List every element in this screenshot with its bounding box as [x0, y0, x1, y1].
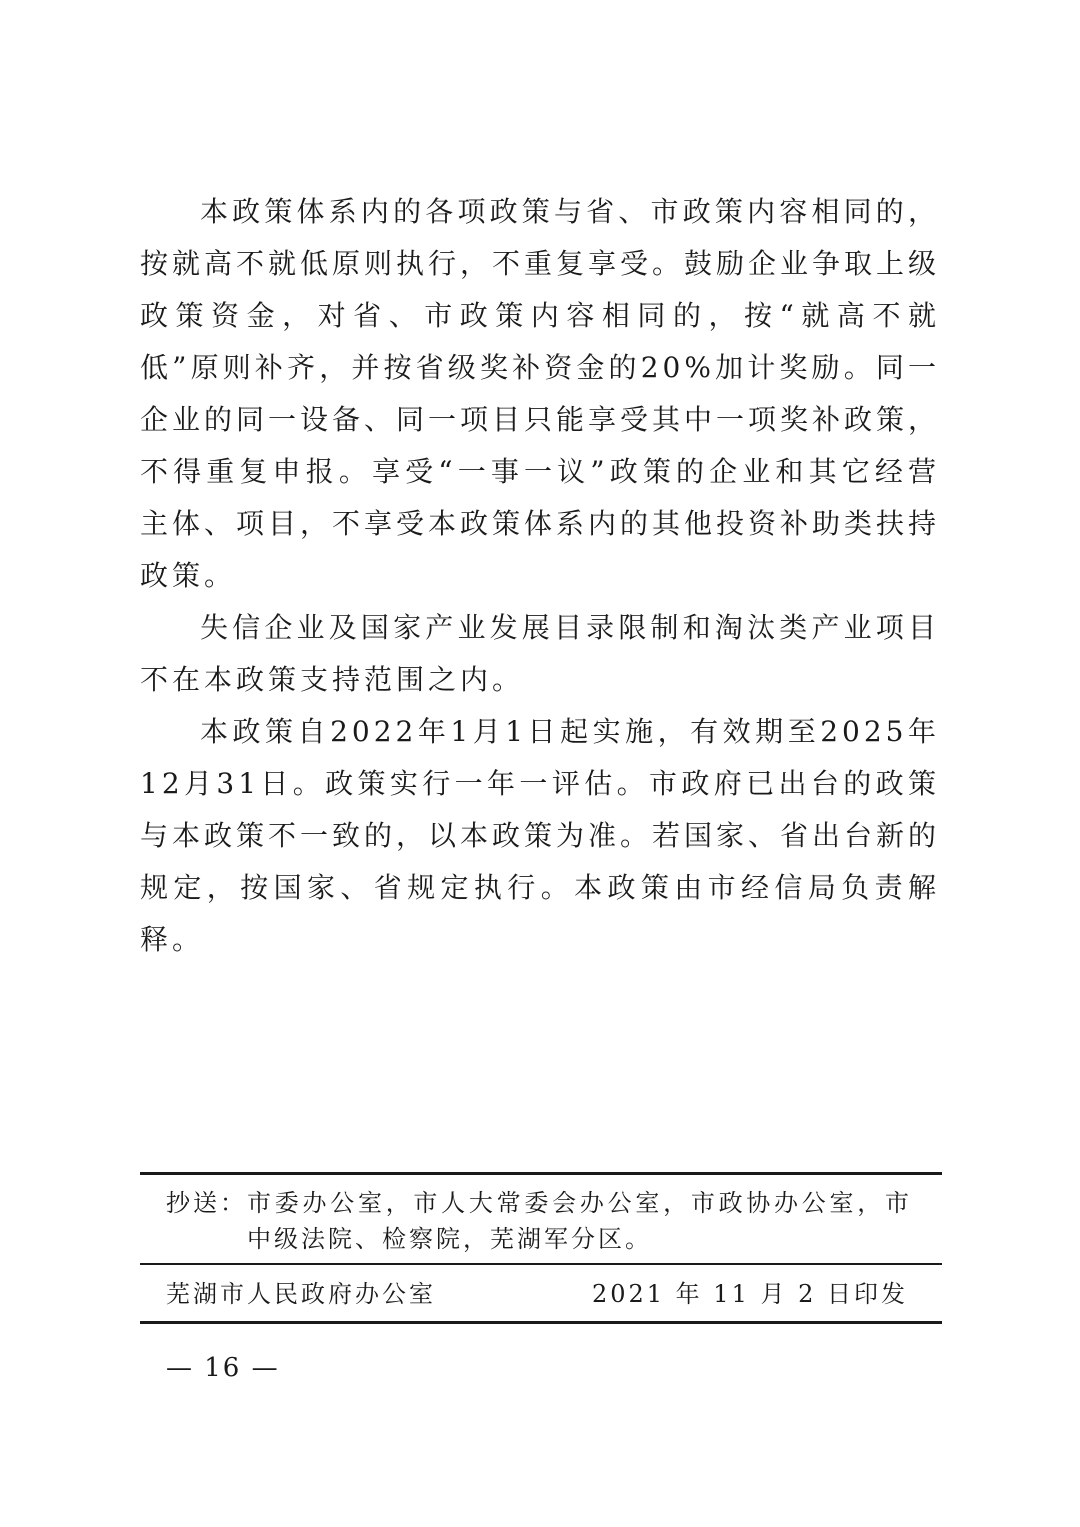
cc-list — [140, 1175, 942, 1263]
cc-recipients: 市委办公室，市人大常委会办公室，市政协办公室，市中级法院、检察院，芜湖军分区。 — [247, 1189, 912, 1253]
paragraph-effective-period: 本政策自2022年1月1日起实施，有效期至2025年12月31日。政策实行一年一评估。市政府已出台的政策与本政策不一致的，以本政策为准。若国家、省出台新的规定，按国家、省规定执行。本政策由市经信局负责解释。 — [140, 715, 941, 956]
issuer-row — [140, 1265, 942, 1321]
cc-label: 抄送： — [166, 1189, 247, 1217]
issue-date: 2021 年 11 月 2 日印发 — [591, 1280, 908, 1308]
paragraph-policy-overlap: 本政策体系内的各项政策与省、市政策内容相同的，按就高不就低原则执行，不重复享受。鼓励企业争取上级政策资金，对省、市政策内容相同的，按“就高不就低”原则补齐，并按省级奖补资金的20%加计奖励。同一企业的同一设备、同一项目只能享受其中一项奖补政策，不得重复申报。享受“一事一议”政策的企业和其它经营主体、项目，不享受本政策体系内的其他投资补助类扶持政策。 — [140, 195, 941, 592]
document-body — [140, 186, 940, 966]
issuer-name: 芜湖市人民政府办公室 — [166, 1280, 436, 1308]
document-footer — [140, 1172, 942, 1324]
footer-bottom-rule — [140, 1321, 942, 1324]
page-number: — 16 — — [166, 1353, 280, 1383]
paragraph-exclusions: 失信企业及国家产业发展目录限制和淘汰类产业项目不在本政策支持范围之内。 — [140, 611, 940, 696]
